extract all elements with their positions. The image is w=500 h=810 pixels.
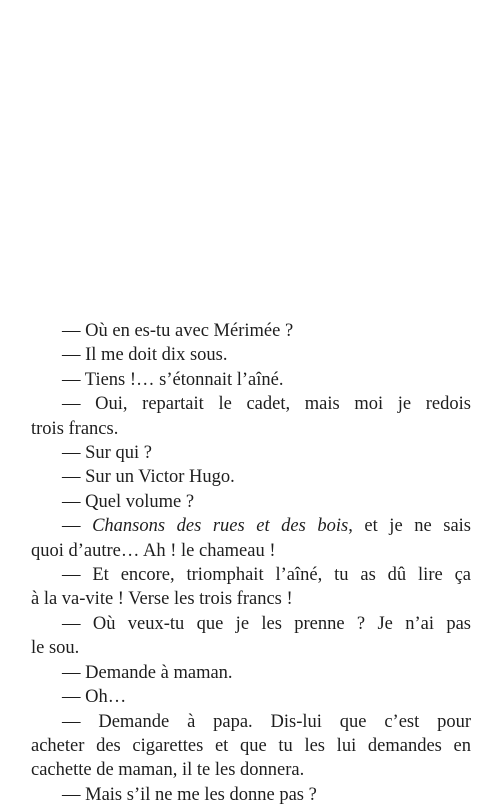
dialogue-line: [31, 490, 471, 514]
dialogue-text-line: — Oui, repartait le cadet, mais moi je redois: [62, 394, 471, 415]
dialogue-line: [31, 783, 471, 807]
dialogue-text-line: — Demande à maman.: [62, 662, 233, 683]
dialogue-text: [31, 319, 471, 807]
dialogue-line: [31, 661, 471, 685]
dialogue-line: [31, 710, 471, 783]
dialogue-line: [31, 685, 471, 709]
dialogue-text-line: trois francs.: [31, 418, 119, 439]
dialogue-text-line: quoi d’autre… Ah ! le chameau !: [31, 540, 276, 561]
dialogue-text-line: — Il me doit dix sous.: [62, 345, 228, 366]
dialogue-text-line: — Mais s’il ne me les donne pas ?: [62, 784, 317, 805]
dialogue-line: [31, 563, 471, 612]
dialogue-line: [31, 465, 471, 489]
dialogue-text-line: [31, 514, 471, 538]
dialogue-line: [31, 343, 471, 367]
dialogue-line: [31, 392, 471, 441]
dialogue-text-line: — Où en es-tu avec Mérimée ?: [62, 321, 294, 341]
dialogue-line: [31, 368, 471, 392]
dialogue-text-line: — Oh…: [62, 687, 127, 708]
dialogue-text-line: à la va-vite ! Verse les trois francs !: [31, 589, 293, 610]
dialogue-text-fragment: , et je ne sais: [348, 516, 471, 537]
dialogue-text-line: — Et encore, triomphait l’aîné, tu as dû lire ça: [62, 565, 471, 586]
dialogue-text-line: — Sur un Victor Hugo.: [62, 467, 235, 488]
dialogue-text-line: — Où veux-tu que je les prenne ? Je n’ai pas: [62, 613, 471, 634]
dialogue-text-line: acheter des cigarettes et que tu les lui demandes en: [31, 735, 471, 756]
dialogue-line: [31, 319, 471, 343]
dialogue-dash: —: [62, 516, 81, 537]
dialogue-text-line: — Quel volume ?: [62, 491, 195, 512]
dialogue-text-line: cachette de maman, il te les donnera.: [31, 760, 305, 781]
dialogue-line: [31, 441, 471, 465]
dialogue-text-line: le sou.: [31, 638, 80, 659]
dialogue-line: [31, 612, 471, 661]
book-title: Chansons des rues et des bois: [92, 516, 349, 537]
dialogue-text-line: — Demande à papa. Dis-lui que c’est pour: [62, 711, 471, 732]
dialogue-text-line: — Tiens !… s’étonnait l’aîné.: [62, 369, 284, 390]
dialogue-text-line: — Sur qui ?: [62, 443, 152, 464]
dialogue-line: [31, 514, 471, 563]
